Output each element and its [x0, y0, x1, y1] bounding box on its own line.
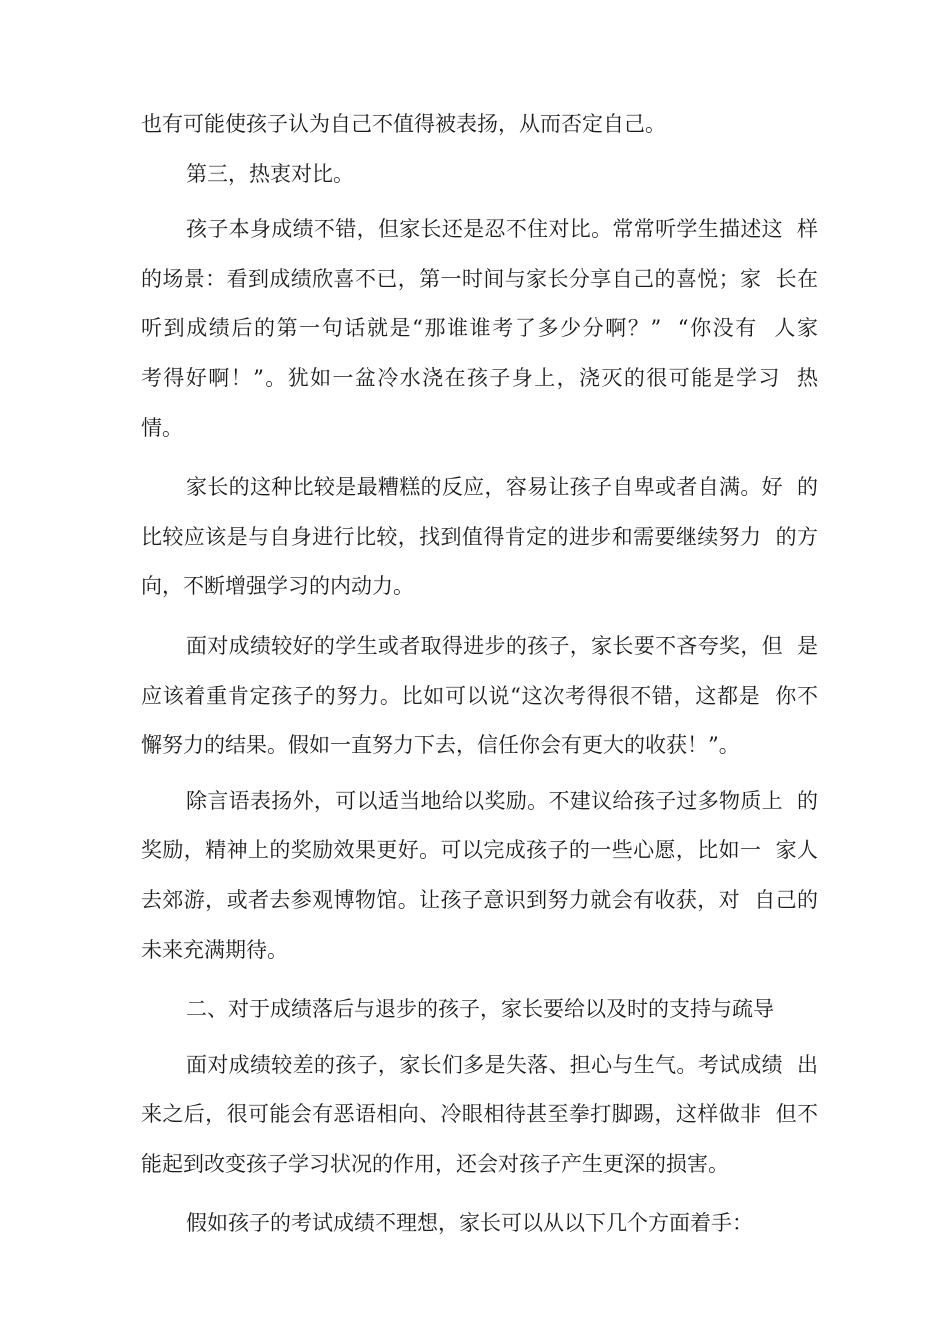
text-line: 除言语表扬外，可以适当地给以奖励。不建议给孩子过多物质上 的: [186, 788, 818, 813]
text-line: 应该着重肯定孩子的努力。比如可以说“这次考得很不错，这都是 你不: [141, 683, 818, 708]
text-line: 孩子本身成绩不错，但家长还是忍不住对比。常常听学生描述这 样: [186, 217, 818, 242]
text-line: 的场景：看到成绩欣喜不已，第一时间与家长分享自己的喜悦；家 长在: [141, 266, 818, 291]
text-line: 来之后，很可能会有恶语相向、冷眼相待甚至拳打脚踢，这样做非 但不: [141, 1102, 818, 1127]
text-line: 向，不断增强学习的内动力。: [141, 574, 414, 599]
text-line: 去郊游，或者去参观博物馆。让孩子意识到努力就会有收获，对 自己的: [141, 887, 818, 912]
section-heading: 第三，热衷对比。: [186, 161, 354, 186]
text-line: 假如孩子的考试成绩不理想，家长可以从以下几个方面着手：: [186, 1211, 753, 1236]
text-line: 比较应该是与自身进行比较，找到值得肯定的进步和需要继续努力 的方: [141, 524, 818, 549]
section-heading: 二、对于成绩落后与退步的孩子，家长要给以及时的支持与疏导: [186, 997, 774, 1022]
text-line: 面对成绩较差的孩子，家长们多是失落、担心与生气。考试成绩 出: [186, 1052, 818, 1077]
text-line: 奖励，精神上的奖励效果更好。可以完成孩子的一些心愿，比如一 家人: [141, 838, 818, 863]
text-line: 懈努力的结果。假如一直努力下去，信任你会有更大的收获！”。: [141, 733, 740, 758]
text-line: 未来充满期待。: [141, 937, 288, 962]
text-line: 能起到改变孩子学习状况的作用，还会对孩子产生更深的损害。: [141, 1151, 729, 1176]
text-line: 听到成绩后的第一句话就是“那谁谁考了多少分啊？” “你没有 人家: [141, 316, 818, 341]
document-body: [141, 100, 818, 1249]
text-line: 面对成绩较好的学生或者取得进步的孩子，家长要不吝夸奖，但 是: [186, 633, 818, 658]
text-line: 也有可能使孩子认为自己不值得被表扬，从而否定自己。: [141, 112, 666, 136]
text-line: 考得好啊！”。犹如一盆冷水浇在孩子身上，浇灭的很可能是学习 热: [141, 365, 818, 390]
text-line: 家长的这种比较是最糟糕的反应，容易让孩子自卑或者自满。好 的: [186, 475, 818, 500]
text-line: 情。: [141, 415, 183, 440]
